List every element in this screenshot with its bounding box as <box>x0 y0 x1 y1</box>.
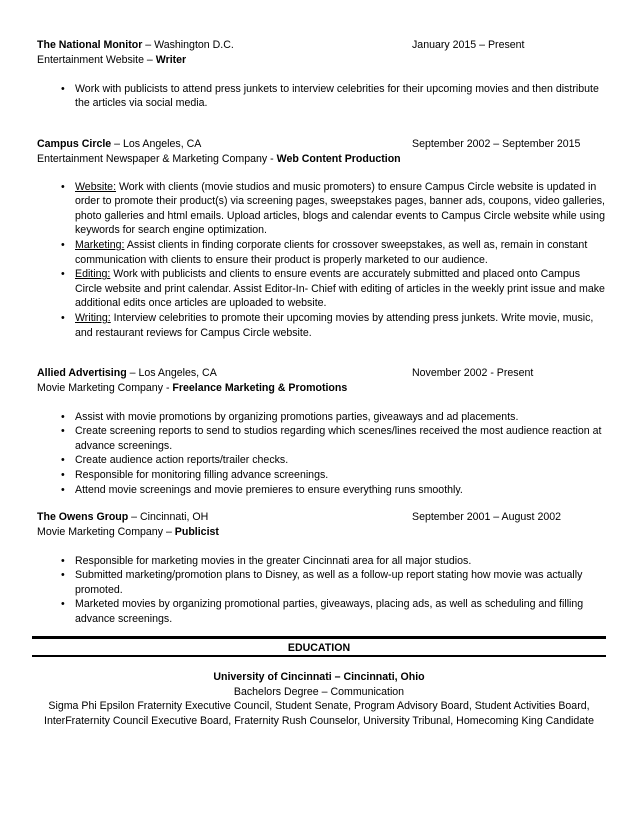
bullet-icon: • <box>61 554 65 567</box>
job-national-monitor <box>37 38 607 111</box>
job-role <box>37 53 607 68</box>
company-location: – Los Angeles, CA <box>111 138 202 150</box>
job-dates: September 2001 – August 2002 <box>412 511 562 523</box>
section-divider-bottom <box>32 655 606 657</box>
list-item <box>37 554 607 569</box>
company-name: The National Monitor <box>37 39 143 51</box>
bullet-text: Create audience action reports/trailer checks. <box>75 454 289 467</box>
list-item <box>37 597 607 626</box>
bullet-icon: • <box>61 311 65 324</box>
bullet-icon: • <box>61 425 65 438</box>
company-location: – Cincinnati, OH <box>128 511 209 523</box>
bullet-text: Create screening reports to send to studios regarding which scenes/lines received the most audience reaction at advance screenings. <box>75 425 602 452</box>
bullet-text: Attend movie screenings and movie premieres to ensure everything runs smoothly. <box>75 483 463 496</box>
activities-line-2: InterFraternity Council Executive Board, Fraternity Rush Counselor, University Tribunal, Homecoming King Candidate <box>44 714 594 727</box>
bullet-icon: • <box>61 598 65 611</box>
list-item <box>37 410 607 425</box>
job-header <box>37 137 607 152</box>
list-item <box>37 180 607 238</box>
job-title: Writer <box>155 54 187 66</box>
org-type: Movie Marketing Company – <box>37 526 175 538</box>
education-details <box>0 670 638 728</box>
list-item <box>37 424 607 453</box>
job-role <box>37 381 607 396</box>
bullet-icon: • <box>61 410 65 423</box>
company-location: – Los Angeles, CA <box>126 367 217 379</box>
job-header <box>37 510 607 525</box>
bullet-text: Assist with movie promotions by organizing promotions parties, giveaways and ad placements. <box>75 410 519 423</box>
list-item <box>37 468 607 483</box>
org-type: Entertainment Newspaper & Marketing Company - <box>37 153 277 165</box>
bullet-text: Responsible for marketing movies in the greater Cincinnati area for all major studios. <box>75 554 472 567</box>
org-type: Movie Marketing Company - <box>37 382 173 394</box>
bullet-icon: • <box>61 468 65 481</box>
list-item <box>37 82 607 111</box>
list-item <box>37 568 607 597</box>
section-divider-top <box>32 636 606 639</box>
job-dates: September 2002 – September 2015 <box>412 138 581 150</box>
org-type: Entertainment Website – <box>37 54 156 66</box>
bullet-text: Marketed movies by organizing promotional parties, giveaways, placing ads, as well as scheduling and filling advance screenings. <box>75 598 584 625</box>
list-item <box>37 267 607 311</box>
job-owens-group <box>37 510 607 627</box>
bullet-text: Work with publicists and clients to ensure events are accurately submitted and placed onto Campus Circle website and print calendar. Assist Editor-In- Chief with editing of articles in the weekly print issue and make additional edits once articles are uploaded to website. <box>75 268 605 310</box>
job-title: Web Content Production <box>276 153 401 165</box>
bullet-icon: • <box>61 483 65 496</box>
bullet-text: Work with publicists to attend press junkets to interview celebrities for their upcoming movies and then distribute the articles via social media. <box>75 82 599 110</box>
list-item <box>37 238 607 267</box>
job-header <box>37 38 607 53</box>
bullet-label: Editing: <box>75 268 111 281</box>
job-role <box>37 152 607 167</box>
school-name: University of Cincinnati – Cincinnati, Ohio <box>213 671 425 683</box>
activities-line-1: Sigma Phi Epsilon Fraternity Executive Council, Student Senate, Program Advisory Board, Student Activities Board, <box>48 700 590 713</box>
list-item <box>37 311 607 340</box>
bullet-text: Interview celebrities to promote their upcoming movies by attending press junkets. Write movie, music, and restaurant reviews for Campus Circle website. <box>75 311 594 339</box>
section-heading-education: EDUCATION <box>287 642 351 654</box>
job-campus-circle <box>37 137 607 340</box>
bullet-icon: • <box>61 569 65 582</box>
bullet-text: Responsible for monitoring filling advance screenings. <box>75 468 329 481</box>
job-role <box>37 525 607 540</box>
job-bullets <box>37 410 607 498</box>
company-name: The Owens Group <box>37 511 129 523</box>
job-bullets <box>37 554 607 627</box>
bullet-icon: • <box>61 454 65 467</box>
bullet-label: Marketing: <box>75 238 125 251</box>
job-bullets <box>37 82 607 111</box>
job-dates: January 2015 – Present <box>412 39 525 51</box>
job-dates: November 2002 - Present <box>412 367 534 379</box>
bullet-text: Work with clients (movie studios and music promoters) to ensure Campus Circle website is updated in order to promote their product(s) via screening pages, sweepstakes pages, banner ads, coupons, video galleries, photo galleries and html emails. Upload articles, blogs and calendar events to Campus Circle website while using keywords for search engine optimization. <box>75 180 605 237</box>
bullet-text: Submitted marketing/promotion plans to Disney, as well as a follow-up report stating how movie was actually promoted. <box>75 569 583 596</box>
bullet-text: Assist clients in finding corporate clients for crossover sweepstakes, as well as, remain in constant communication with clients to ensure their product is properly marketed to our audience. <box>75 238 588 266</box>
bullet-icon: • <box>61 238 65 251</box>
company-name: Allied Advertising <box>37 367 127 379</box>
bullet-icon: • <box>61 82 65 95</box>
job-allied-advertising <box>37 366 607 497</box>
company-name: Campus Circle <box>37 138 112 150</box>
degree: Bachelors Degree – Communication <box>233 685 405 698</box>
list-item <box>37 483 607 498</box>
list-item <box>37 453 607 468</box>
bullet-icon: • <box>61 268 65 281</box>
company-location: – Washington D.C. <box>142 39 234 51</box>
bullet-label: Website: <box>75 180 117 193</box>
bullet-icon: • <box>61 180 65 193</box>
job-title: Freelance Marketing & Promotions <box>172 382 348 394</box>
job-title: Publicist <box>174 526 219 538</box>
job-bullets <box>37 180 607 341</box>
bullet-label: Writing: <box>75 311 111 324</box>
job-header <box>37 366 607 381</box>
